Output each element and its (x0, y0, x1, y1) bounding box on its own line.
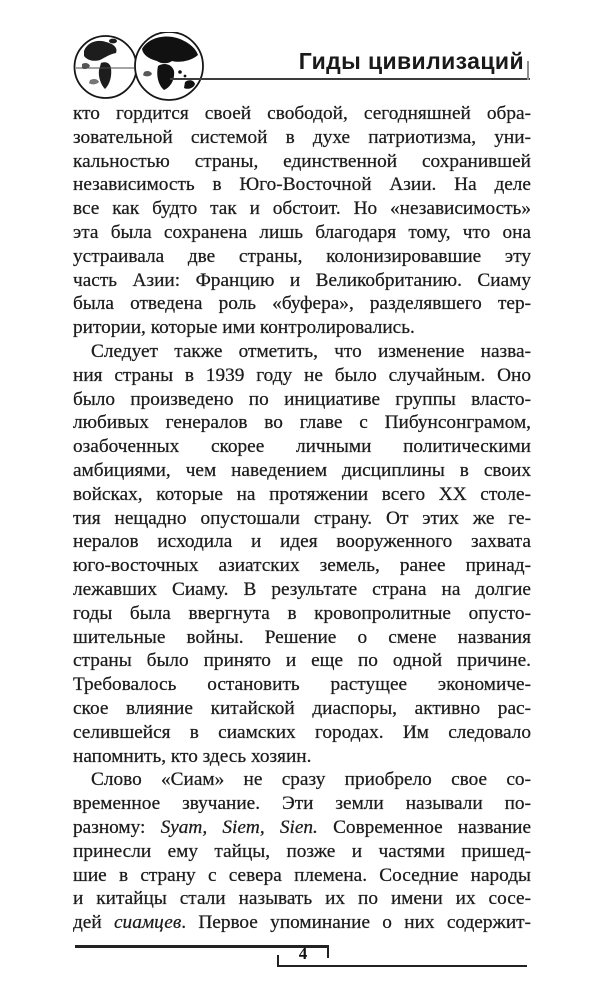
text-line: любивых генералов во главе с Пибунсонграмом, (73, 412, 531, 434)
text-line: озабоченных скорее личными политическими (73, 436, 531, 458)
text-line: кальностью страны, единственной сохранившей (73, 150, 531, 172)
text-line: Слово «Сиам» не сразу приобрело свое со- (91, 769, 531, 791)
header-rule (170, 78, 530, 80)
text-line: Требовалось остановить растущее экономиче- (73, 674, 531, 696)
footer-rule-right (277, 965, 527, 967)
text-line: Следует также отметить, что изменение назва- (91, 340, 531, 362)
text-line: принесли ему тайцы, позже и частями пришед- (73, 840, 531, 862)
text-line: и китайцы стали называть их по имени их сосе- (73, 888, 531, 910)
text-line: было произведено по инициативе группы власто- (73, 388, 531, 410)
text-line: шие в страну с севера племена. Соседние народы (73, 864, 531, 886)
text-line: селившейся в сиамских городах. Им следовало (73, 721, 531, 743)
globe-western-hemisphere-icon (75, 36, 137, 98)
text-line: шительные войны. Решение о смене названия (73, 626, 531, 648)
text-line: временное звучание. Эти земли называли по- (73, 793, 531, 815)
text-line: зовательной системой в духе патриотизма, уни- (73, 126, 531, 148)
text-line: была отведена роль «буфера», разделявшего тер- (73, 293, 531, 315)
text-line: ния страны в 1939 году не было случайным. Оно (73, 364, 531, 386)
header-rule-tick (527, 61, 529, 80)
text-line: годы была ввергнута в кровопролитные опусто- (73, 602, 531, 624)
globe-eastern-hemisphere-icon (135, 32, 203, 100)
text-line: устраивала две страны, колонизировавшие эту (73, 245, 531, 267)
series-title: Гиды цивилизаций (298, 48, 524, 74)
text-line: юго-восточных азиатских земель, ранее принад- (73, 555, 531, 577)
text-line: амбициями, чем наведением дисциплины в своих (73, 459, 531, 481)
text-line: нералов исходила и идея вооруженного захвата (73, 531, 531, 553)
text-line: страны было принято и еще по одной причине. (73, 650, 531, 672)
text-line: тия нещадно опустошали страну. От этих же ге- (73, 507, 531, 529)
text-line: напомнить, кто здесь хозяин. (73, 745, 312, 767)
text-line: дей сиамцев. Первое упоминание о них содержит- (73, 912, 531, 934)
text-line: войсках, которые на протяжении всего XX столе- (73, 483, 531, 505)
page-number: 4 (298, 944, 308, 963)
text-line: ритории, которые ими контролировались. (73, 317, 415, 339)
text-line: эта была сохранена лишь благодаря тому, что она (73, 221, 531, 243)
text-line: лежавших Сиаму. В результате страна на долгие (73, 578, 531, 600)
text-line: кто гордится своей свободой, сегодняшней обра- (73, 103, 531, 124)
globes-logo (72, 32, 206, 102)
text-line: независимость в Юго-Восточной Азии. На деле (73, 174, 531, 196)
text-line: ское влияние китайской диаспоры, активно рас- (73, 697, 531, 719)
text-line: все как будто так и обстоит. Но «независимость» (73, 198, 531, 220)
body-text (73, 102, 531, 935)
footer-tick-down (327, 945, 329, 958)
text-line: разному: Syam, Siem, Sien. Современное название (73, 816, 531, 838)
text-line: часть Азии: Францию и Великобританию. Сиаму (73, 269, 531, 291)
